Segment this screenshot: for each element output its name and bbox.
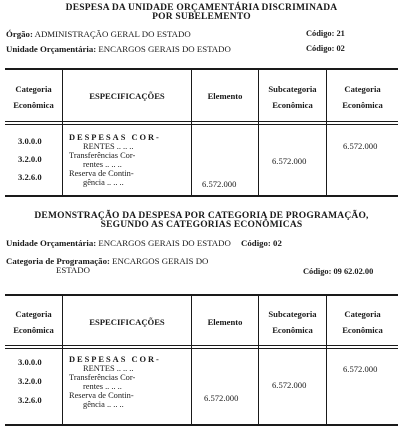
table1-top-rule bbox=[5, 68, 398, 70]
orgao-value: ADMINISTRAÇÃO GERAL DO ESTADO bbox=[34, 29, 191, 39]
unidade2-codigo: Código: 02 bbox=[241, 238, 282, 248]
table2-header-subcategoria: Subcategoria Econômica bbox=[268, 309, 317, 335]
table2-header-categoria: Categoria Econômica bbox=[13, 309, 54, 335]
table1-header-elemento: Elemento bbox=[207, 91, 243, 101]
table2-specification: DESPESAS COR- RENTES .. .. .. Transferências Cor- rentes .. .. .. Reserva de Contin- gência .. .. .. bbox=[69, 355, 161, 409]
programacao-label: Categoria de Programação: bbox=[6, 256, 110, 266]
programacao-codigo: Código: 09 62.02.00 bbox=[303, 267, 374, 276]
table1-header-especificacoes: ESPECIFICAÇÕES bbox=[89, 91, 165, 101]
unidade2-label: Unidade Orçamentária: bbox=[6, 238, 97, 248]
table2-elemento-value: 6.572.000 bbox=[204, 393, 239, 403]
table1-code-3: 3.2.6.0 bbox=[18, 172, 42, 182]
unidade-codigo: Código: 02 bbox=[306, 44, 345, 53]
table1-header-categoria2: Categoria Econômica bbox=[342, 84, 383, 110]
section2-title-line2: SEGUNDO AS CATEGORIAS ECONÔMICAS bbox=[100, 220, 303, 230]
table1-specification: DESPESAS COR- RENTES .. .. .. Transferências Cor- rentes .. .. .. Reserva de Contin- gência .. .. .. bbox=[69, 133, 161, 187]
table1-code-2: 3.2.0.0 bbox=[18, 154, 42, 164]
orgao-label: Órgão: bbox=[6, 29, 33, 39]
table2-header-rule2 bbox=[5, 348, 398, 349]
section2-unidade bbox=[6, 238, 282, 248]
table2-top-rule bbox=[5, 294, 398, 296]
section1-orgao bbox=[6, 29, 191, 39]
section2-programacao bbox=[6, 256, 208, 266]
table1-header-subcategoria: Subcategoria Econômica bbox=[268, 84, 317, 110]
table2-code-2: 3.2.0.0 bbox=[18, 376, 42, 386]
table2-header-especificacoes: ESPECIFICAÇÕES bbox=[89, 317, 165, 327]
table2-categoria-value: 6.572.000 bbox=[343, 364, 378, 374]
programacao-value-line1: ENCARGOS GERAIS DO bbox=[112, 256, 209, 266]
table1-categoria-value: 6.572.000 bbox=[343, 141, 378, 151]
table1-elemento-value: 6.572.000 bbox=[202, 179, 237, 189]
table1-bottom-rule bbox=[5, 195, 398, 197]
table1-header-rule bbox=[5, 121, 398, 122]
section1-title-line2: POR SUBELEMENTO bbox=[152, 12, 251, 22]
table2-code-1: 3.0.0.0 bbox=[18, 357, 42, 367]
programacao-value-line2: ESTADO bbox=[56, 265, 90, 275]
table2-header-rule bbox=[5, 345, 398, 346]
table1-header-categoria: Categoria Econômica bbox=[13, 84, 54, 110]
table2-subcategoria-value: 6.572.000 bbox=[272, 380, 307, 390]
table1-header-rule2 bbox=[5, 124, 398, 125]
unidade-label: Unidade Orçamentária: bbox=[6, 44, 97, 54]
table2-bottom-rule bbox=[5, 424, 398, 426]
table1-code-1: 3.0.0.0 bbox=[18, 136, 42, 146]
table2-header-categoria2: Categoria Econômica bbox=[342, 309, 383, 335]
section2-title-line1: DEMONSTRAÇÃO DA DESPESA POR CATEGORIA DE PROGRAMAÇÃO, bbox=[34, 211, 369, 221]
table2-code-3: 3.2.6.0 bbox=[18, 395, 42, 405]
table1-subcategoria-value: 6.572.000 bbox=[272, 156, 307, 166]
unidade-value: ENCARGOS GERAIS DO ESTADO bbox=[98, 44, 231, 54]
orgao-codigo: Código: 21 bbox=[306, 29, 345, 38]
unidade2-value: ENCARGOS GERAIS DO ESTADO bbox=[98, 238, 231, 248]
section1-unidade bbox=[6, 44, 231, 54]
section1-title-line1: DESPESA DA UNIDADE ORÇAMENTÁRIA DISCRIMINADA bbox=[65, 3, 338, 13]
table2-header-elemento: Elemento bbox=[207, 317, 243, 327]
